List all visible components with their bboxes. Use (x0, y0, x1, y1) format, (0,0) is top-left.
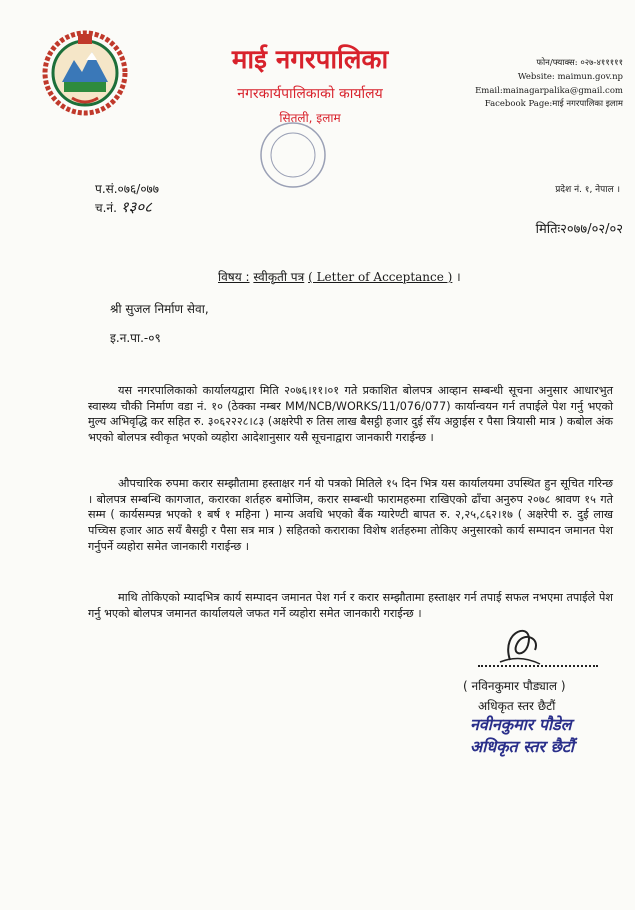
name-stamp (470, 714, 574, 758)
office-seal (238, 120, 348, 190)
email-text: Email:mainagarpalika@gmail.com (475, 86, 623, 96)
phone-text: फोन/फ्याक्स: ०२७-४१११११ (536, 58, 623, 68)
stamp-name: नवीनकुमार पौडेल (470, 715, 572, 734)
body-paragraph-1: यस नगरपालिकाको कार्यालयद्वारा मिति २०७६।११।०१ गते प्रकाशित बोलपत्र आव्हान सम्बन्धी सूचना अनुसार आधारभुत स्वास्थ्य चौकी निर्माण वडा नं. १० (ठेक्का नम्बर MM/NCB/WORKS/11/076/077) कार्यान्वयन गर्न तपाईले पेश गर्नु भएको मुल्य अभिवृद्धि कर सहित रु. ३०६२२२८।८३ (अक्षरेपी रु तिस लाख बैसट्ठी हजार दुई सँय अठ्ठाईस र पैसा त्रियासी मात्र ) कबोल अंक भएको बोलपत्र स्वीकृत भएको व्यहोरा आदेशानुसार यसै सूचनाद्वारा जानकारी गराईन्छ । (88, 384, 613, 445)
dispatch-line (95, 197, 152, 217)
dispatch-number: १३०८ (120, 198, 152, 216)
subject-nepali: स्वीकृती पत्र (253, 270, 305, 284)
facebook-text: Facebook Page:माई नगरपालिका इलाम (484, 99, 623, 109)
body-paragraph-2: औपचारिक रुपमा करार सम्झौतामा हस्ताक्षर गर्न यो पत्रको मितिले १५ दिन भित्र यस कार्यालयमा उपस्थित हुन सूचित गरिन्छ । बोलपत्र सम्बन्धि कागजात, करारका शर्तहरु बमोजिम, करार सम्बन्धी फारामहरुमा राखिएको ढाँचा अनुरुप २०७८ श्रावण १५ गते सम्म ( कार्यसम्पन्न भएको १ बर्ष १ महिना ) मान्य अवधि भएको बैंक ग्यारेण्टी बापत रु. २,२५,८६२।१७ ( अक्षरेपी रु. दुई लाख पच्चिस हजार आठ सयँ बैसट्ठी र पैसा सत्र मात्र ) सहितको कराराका विशेष शर्तहरुमा तोकिए अनुसारको कार्य सम्पादन जमानत पेश गर्नुपर्ने व्यहोरा समेत जानकारी गराईन्छ । (88, 477, 613, 553)
subject-line (218, 268, 461, 285)
subject-end: । (456, 270, 461, 284)
signature-line (478, 665, 598, 667)
signatory-name: ( नविनकुमार पौड्याल ) (463, 679, 566, 693)
dispatch-label: च.नं. (95, 201, 117, 215)
website-text: Website: maimun.gov.np (517, 72, 623, 82)
signatory-title: अधिकृत स्तर छैटौं (478, 699, 556, 713)
subject-label: विषय : (218, 270, 250, 284)
municipality-title: माई नगरपालिका (231, 45, 389, 75)
municipality-emblem (42, 30, 128, 116)
province-text: प्रदेश नं. १, नेपाल । (555, 185, 620, 195)
body-paragraph-3: माथि तोकिएको म्यादभित्र कार्य सम्पादन जमानत पेश गर्न र करार सम्झौतामा हस्ताक्षर गर्न तपाई सफल नभएमा तपाईले पेश गर्नु भएको बोलपत्र जमानत कार्यालयले जफत गर्ने व्यहोरा समेत जानकारी गराईन्छ । (88, 591, 613, 620)
office-location: सितली, इलाम (279, 111, 341, 125)
office-name: नगरकार्यपालिकाको कार्यालय (237, 86, 383, 102)
recipient-name: श्री सुजल निर्माण सेवा, (110, 302, 209, 316)
reference-number: प.सं.०७६/०७७ (95, 182, 160, 196)
letter-date: मितिः२०७७/०२/०२ (535, 222, 623, 237)
signature-mark (440, 620, 590, 670)
stamp-title: अधिकृत स्तर छैटौं (470, 737, 575, 756)
recipient-address: इ.न.पा.-०९ (110, 331, 161, 345)
subject-english: ( Letter of Acceptance ) (308, 270, 453, 284)
